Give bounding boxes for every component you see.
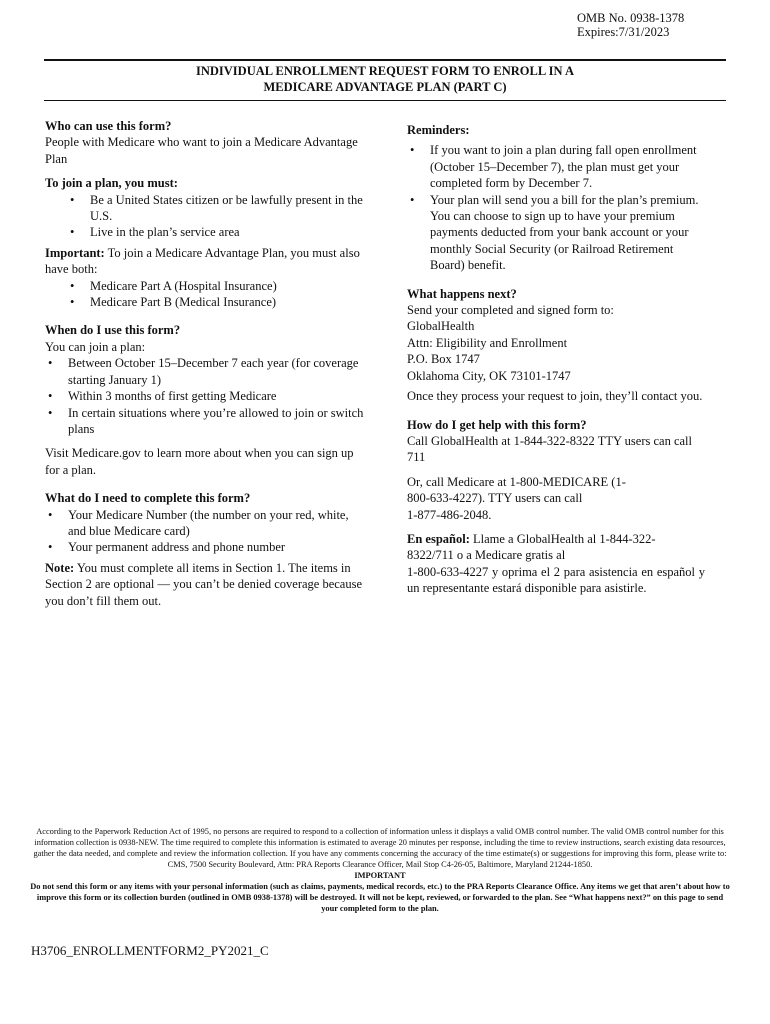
list-item: • Your plan will send you a bill for the plan’s premium. You can choose to sign up to have your premium payments deducted from your bank account or your monthly Social Security (or Railroad Retirement Board) benefit. xyxy=(407,192,705,274)
medicare-contact-line: Or, call Medicare at 1-800-MEDICARE (1- xyxy=(407,474,626,489)
list-item: • In certain situations where you’re allowed to join or switch plans xyxy=(45,405,365,438)
important-notice-text: Do not send this form or any items with your personal information (such as claims, payments, medical records, etc.) to the PRA Reports Clearance Office. Any items we get that aren’t about how to improve this form or its collection burden (outlined in OMB 0938-1378) will be destroyed. It will not be kept, reviewed, or forwarded to the plan. See “What happens next?” on this page to send your completed form to the plan. xyxy=(30,882,730,913)
form-id: H3706_ENROLLMENTFORM2_PY2021_C xyxy=(31,943,269,958)
list-item: • Be a United States citizen or be lawfully present in the U.S. xyxy=(67,192,365,225)
note-label: Note: xyxy=(45,560,75,575)
reminders-heading: Reminders: xyxy=(407,123,470,137)
omb-expiration: Expires:7/31/2023 xyxy=(577,25,670,39)
form-title-line-2: MEDICARE ADVANTAGE PLAN (PART C) xyxy=(263,80,507,94)
process-text: Once they process your request to join, they’ll contact you. xyxy=(407,389,703,404)
address-line: P.O. Box 1747 xyxy=(407,352,480,367)
important-paragraph xyxy=(45,245,365,278)
medicare-contact-line: 800-633-4227). TTY users can call xyxy=(407,491,583,506)
important-list xyxy=(45,278,365,311)
title-rule xyxy=(44,100,726,101)
spanish-line xyxy=(407,531,705,547)
next-heading: What happens next? xyxy=(407,286,517,301)
important-label: Important: xyxy=(45,245,105,260)
who-heading: Who can use this form? xyxy=(45,119,172,133)
spanish-paragraph xyxy=(407,531,705,597)
need-list xyxy=(45,507,365,556)
note-text: You must complete all items in Section 1. The items in Section 2 are optional — you can’t be denied coverage because you don’t fill them out. xyxy=(45,560,363,608)
list-item: • Within 3 months of first getting Medicare xyxy=(45,388,365,404)
list-item: • Medicare Part A (Hospital Insurance) xyxy=(67,278,365,294)
who-text: People with Medicare who want to join a Medicare Advantage Plan xyxy=(45,135,358,166)
next-intro: Send your completed and signed form to: xyxy=(407,303,614,318)
join-heading: To join a plan, you must: xyxy=(45,176,178,191)
medicare-contact xyxy=(407,474,705,523)
when-heading: When do I use this form? xyxy=(45,323,181,338)
form-title-line-1: INDIVIDUAL ENROLLMENT REQUEST FORM TO ENROLL IN A xyxy=(196,64,574,78)
help-call-text: Call GlobalHealth at 1-844-322-8322 TTY users can call 711 xyxy=(407,433,692,465)
list-item: • Medicare Part B (Medical Insurance) xyxy=(67,294,365,310)
right-column xyxy=(407,122,705,597)
spanish-line: 1-800-633-4227 y oprima el 2 para asistencia en español y un representante estará disponible para asistirle. xyxy=(407,564,705,596)
address-line: Attn: Eligibility and Enrollment xyxy=(407,335,568,350)
form-title xyxy=(44,63,726,95)
mailing-address xyxy=(407,318,705,384)
important-text: To join a Medicare Advantage Plan, you must also have both: xyxy=(45,245,360,277)
reminders-list xyxy=(407,142,705,273)
pra-disclosure: According to the Paperwork Reduction Act of 1995, no persons are required to respond to a collection of information unless it displays a valid OMB control number. The valid OMB control number for this information collection is 0938-NEW. The time required to complete this information is estimated to average 20 minutes per response, including the time to review instructions, search existing data resources, gather the data needed, and complete and review the information collection. If you have any comments concerning the accuracy of the time estimate(s) or suggestions for improving this form, please write to: CMS, 7500 Security Boulevard, Attn: PRA Reports Clearance Officer, Mail Stop C4-26-05, Baltimore, Maryland 21244-1850. xyxy=(33,827,727,869)
when-intro: You can join a plan: xyxy=(45,339,146,354)
note-paragraph xyxy=(45,560,365,609)
visit-medicare-text: Visit Medicare.gov to learn more about when you can sign up for a plan. xyxy=(45,446,354,477)
address-line: GlobalHealth xyxy=(407,319,475,334)
important-notice-heading: IMPORTANT xyxy=(354,871,406,880)
spanish-label: En español: xyxy=(407,531,470,546)
need-heading: What do I need to complete this form? xyxy=(45,491,251,506)
list-item: • If you want to join a plan during fall open enrollment (October 15–December 7), the plan must get your completed form by December 7. xyxy=(407,142,705,191)
pra-footer xyxy=(30,826,730,914)
omb-number: OMB No. 0938-1378 xyxy=(577,11,685,25)
list-item: • Your permanent address and phone number xyxy=(45,539,365,555)
when-list xyxy=(45,355,365,437)
list-item: • Your Medicare Number (the number on your red, white, and blue Medicare card) xyxy=(45,507,365,540)
omb-block xyxy=(577,11,684,39)
join-list xyxy=(45,192,365,241)
list-item: • Between October 15–December 7 each year (for coverage starting January 1) xyxy=(45,355,365,388)
spanish-text: Llame a GlobalHealth al 1-844-322- xyxy=(469,531,656,546)
top-rule xyxy=(44,59,726,61)
address-line: Oklahoma City, OK 73101-1747 xyxy=(407,368,571,383)
medicare-contact-line: 1-877-486-2048. xyxy=(407,507,492,522)
list-item: • Live in the plan’s service area xyxy=(67,224,365,240)
help-heading: How do I get help with this form? xyxy=(407,417,587,432)
left-column xyxy=(45,118,365,609)
spanish-line: 8322/711 o a Medicare gratis al xyxy=(407,548,566,563)
